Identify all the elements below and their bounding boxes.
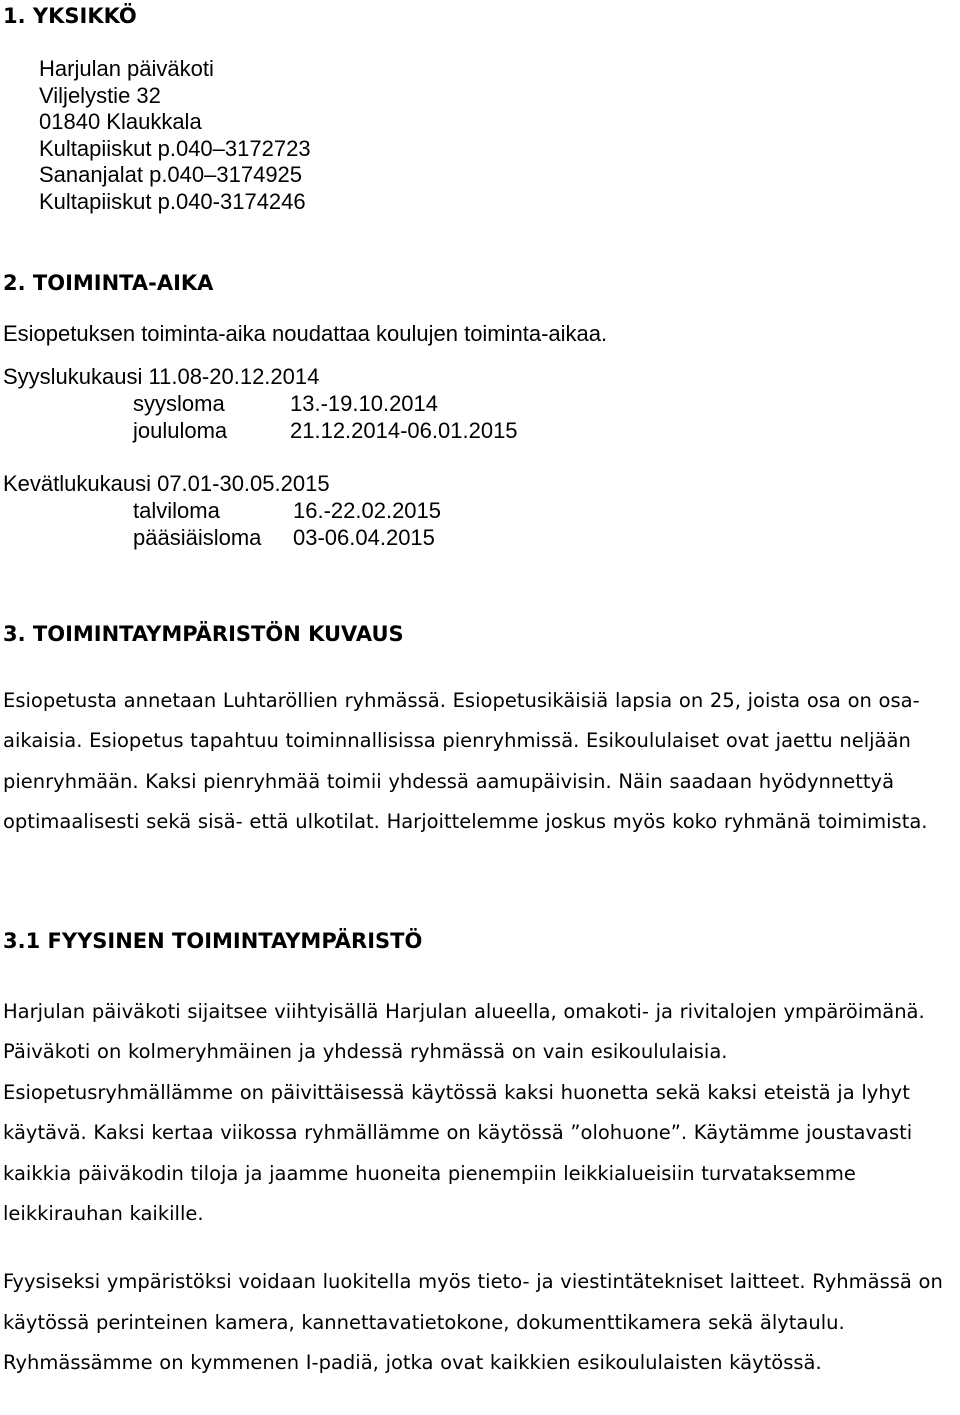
autumn-term [3, 363, 953, 444]
address-line: Sananjalat p.040–3174925 [39, 162, 303, 187]
break-name: syysloma [133, 391, 225, 416]
spring-term [3, 470, 953, 551]
section-environment-description [3, 618, 958, 843]
break-dates: 13.-19.10.2014 [290, 391, 439, 416]
break-name: pääsiäisloma [133, 525, 262, 550]
break-row [133, 417, 953, 444]
section-heading-physical-environment: 3.1 FYYSINEN TOIMINTAYMPÄRISTÖ [3, 929, 423, 953]
physical-environment-paragraph: Harjulan päiväkoti sijaitsee viihtyisällä Harjulan alueella, omakoti- ja rivitalojen ympäröimänä. Päiväkoti on kolmeryhmäinen ja yhdessä ryhmässä on vain esikoululaisia. Esiopetusryhmällämme on päivittäisessä käytössä kaksi huonetta sekä kaksi eteistä ja lyhyt käytävä. Kaksi kertaa viikossa ryhmällämme on käytössä ”olohuone”. Käytämme joustavasti kaikkia päiväkodin tiloja ja jaamme huoneita pienempiin leikkialueisiin turvataksemme leikkirauhan kaikille. [3, 1000, 925, 1226]
intro-text: Esiopetuksen toiminta-aika noudattaa koulujen toiminta-aikaa. [3, 321, 608, 346]
address-line: 01840 Klaukkala [39, 109, 202, 134]
break-dates: 21.12.2014-06.01.2015 [290, 418, 518, 443]
technology-paragraph: Fyysiseksi ympäristöksi voidaan luokitella myös tieto- ja viestintätekniset laitteet. Ryhmässä on käytössä perinteinen kamera, kannettavatietokone, dokumenttikamera sekä älytaulu. Ryhmässämme on kymmenen I-padiä, jotka ovat kaikkien esikoululaisten käytössä. [3, 1270, 943, 1375]
section-heading-operating-hours: 2. TOIMINTA-AIKA [3, 271, 214, 295]
term-title: Kevätlukukausi 07.01-30.05.2015 [3, 471, 330, 496]
address-line: Harjulan päiväkoti [39, 56, 214, 81]
section-heading-environment: 3. TOIMINTAYMPÄRISTÖN KUVAUS [3, 622, 404, 646]
address-line: Viljelystie 32 [39, 82, 161, 108]
address-block [39, 56, 953, 215]
address-line: Kultapiiskut p.040-3174246 [39, 188, 306, 214]
break-name: joululoma [133, 418, 228, 443]
section-heading-unit: 1. YKSIKKÖ [3, 4, 137, 28]
term-title: Syyslukukausi 11.08-20.12.2014 [3, 364, 320, 389]
environment-paragraph: Esiopetusta annetaan Luhtaröllien ryhmässä. Esiopetusikäisiä lapsia on 25, joista osa on osa-aikaisia. Esiopetus tapahtuu toiminnallisissa pienryhmissä. Esikoululaiset ovat jaettu neljään pienryhmään. Kaksi pienryhmää toimii yhdessä aamupäivisin. Näin saadaan hyödynnettyä optimaalisesti sekä sisä- että ulkotilat. Harjoittelemme joskus myös koko ryhmänä toimimista. [3, 689, 928, 834]
break-name: talviloma [133, 498, 220, 523]
break-dates: 03-06.04.2015 [293, 525, 435, 550]
section-physical-environment [3, 925, 958, 1384]
break-row [133, 497, 953, 524]
section-operating-hours [3, 268, 953, 551]
break-row [133, 390, 953, 417]
break-row [133, 524, 953, 551]
section-unit [3, 0, 953, 215]
address-line: Kultapiiskut p.040–3172723 [39, 135, 311, 161]
break-dates: 16.-22.02.2015 [293, 498, 442, 523]
